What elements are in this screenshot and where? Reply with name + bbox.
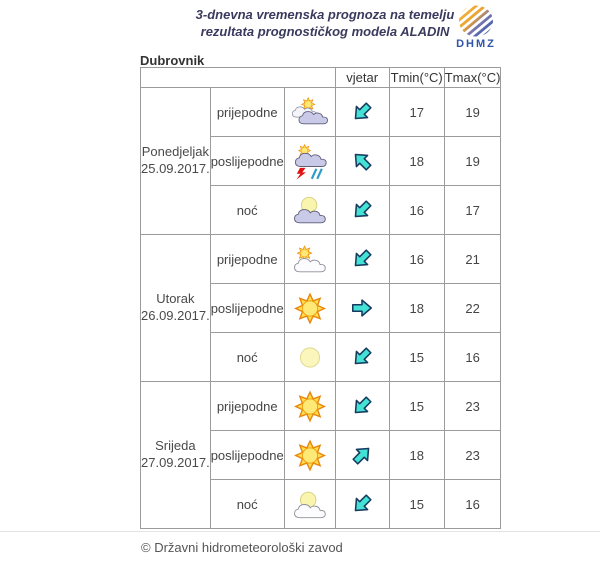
page-title-line1: 3-dnevna vremenska prognoza na temelju — [195, 7, 455, 22]
tmax-cell: 23 — [444, 431, 501, 480]
wind-cell — [335, 480, 389, 529]
dhmz-logo-text: DHMZ — [456, 38, 496, 50]
period-cell: prijepodne — [210, 382, 284, 431]
wind-direction-icon — [350, 149, 374, 173]
tmax-cell: 19 — [444, 137, 501, 186]
weather-cell — [284, 382, 335, 431]
tmin-cell: 15 — [389, 382, 444, 431]
weather-cell — [284, 88, 335, 137]
wind-direction-icon — [350, 394, 374, 418]
wind-cell — [335, 382, 389, 431]
day-name: Srijeda — [155, 438, 196, 454]
day-cell-monday — [141, 88, 211, 235]
period-cell: noć — [210, 186, 284, 235]
day-date: 27.09.2017. — [141, 455, 210, 470]
tmin-cell: 18 — [389, 284, 444, 333]
period-cell: poslijepodne — [210, 137, 284, 186]
wind-direction-icon — [350, 198, 374, 222]
weather-icon — [290, 194, 330, 227]
wind-cell — [335, 235, 389, 284]
header-tmax: Tmax(°C) — [444, 68, 501, 88]
wind-direction-icon — [350, 492, 374, 516]
tmin-cell: 16 — [389, 186, 444, 235]
tmin-cell: 18 — [389, 137, 444, 186]
tmax-cell: 16 — [444, 333, 501, 382]
tmax-cell: 21 — [444, 235, 501, 284]
tmax-cell: 17 — [444, 186, 501, 235]
tmin-cell: 15 — [389, 480, 444, 529]
wind-cell — [335, 333, 389, 382]
wind-direction-icon — [350, 296, 374, 320]
wind-direction-icon — [350, 345, 374, 369]
tmin-cell: 18 — [389, 431, 444, 480]
tmin-cell: 16 — [389, 235, 444, 284]
day-date: 26.09.2017. — [141, 308, 210, 323]
tmax-cell: 23 — [444, 382, 501, 431]
weather-icon — [290, 438, 330, 473]
day-name: Ponedjeljak — [141, 144, 209, 160]
period-cell: prijepodne — [210, 235, 284, 284]
weather-cell — [284, 480, 335, 529]
wind-cell — [335, 88, 389, 137]
weather-cell — [284, 333, 335, 382]
day-name: Utorak — [156, 291, 195, 307]
table-row — [141, 88, 501, 137]
forecast-table — [140, 67, 501, 529]
dhmz-globe-icon — [447, 2, 505, 40]
tmax-cell: 16 — [444, 480, 501, 529]
weather-icon — [290, 291, 330, 326]
weather-icon — [290, 95, 330, 130]
weather-cell — [284, 431, 335, 480]
period-cell: noć — [210, 480, 284, 529]
day-cell-tuesday — [141, 235, 211, 382]
table-row — [141, 235, 501, 284]
tmin-cell: 15 — [389, 333, 444, 382]
tmax-cell: 22 — [444, 284, 501, 333]
wind-cell — [335, 431, 389, 480]
period-cell: prijepodne — [210, 88, 284, 137]
weather-icon — [290, 389, 330, 424]
day-cell-wednesday — [141, 382, 211, 529]
page-title-line2: rezultata prognostičkog modela ALADIN — [200, 23, 450, 39]
weather-cell — [284, 137, 335, 186]
period-cell: noć — [210, 333, 284, 382]
weather-icon — [290, 243, 330, 276]
table-row — [141, 382, 501, 431]
weather-icon — [290, 143, 330, 180]
wind-cell — [335, 137, 389, 186]
period-cell: poslijepodne — [210, 431, 284, 480]
weather-cell — [284, 186, 335, 235]
page-title — [160, 7, 490, 41]
tmax-cell: 19 — [444, 88, 501, 137]
header-tmin: Tmin(°C) — [389, 68, 444, 88]
header-wind: vjetar — [335, 68, 389, 88]
wind-cell — [335, 284, 389, 333]
wind-direction-icon — [350, 247, 374, 271]
period-cell: poslijepodne — [210, 284, 284, 333]
wind-direction-icon — [350, 443, 374, 467]
dhmz-logo — [447, 2, 505, 50]
footer-divider — [0, 531, 600, 532]
weather-cell — [284, 284, 335, 333]
wind-cell — [335, 186, 389, 235]
copyright-text: © Državni hidrometeorološki zavod — [141, 540, 343, 555]
weather-icon — [290, 341, 330, 374]
header-empty-cell — [141, 68, 336, 88]
location-title: Dubrovnik — [140, 53, 205, 68]
tmin-cell: 17 — [389, 88, 444, 137]
weather-icon — [290, 488, 330, 521]
table-header-row — [141, 68, 501, 88]
day-date: 25.09.2017. — [141, 161, 210, 176]
wind-direction-icon — [350, 100, 374, 124]
weather-cell — [284, 235, 335, 284]
